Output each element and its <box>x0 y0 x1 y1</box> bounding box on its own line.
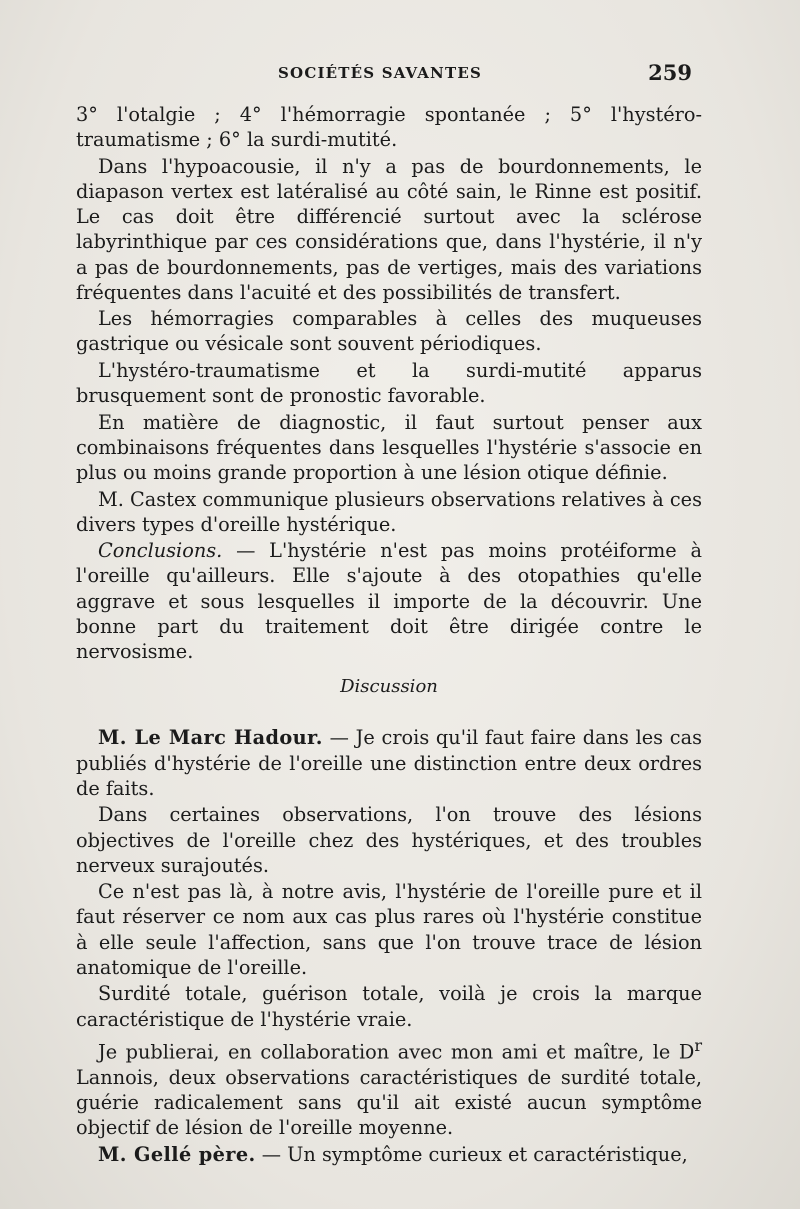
superscript: r <box>694 1036 702 1056</box>
page-number: 259 <box>648 60 692 85</box>
paragraph <box>76 1142 702 1167</box>
paragraph: Les hémorragies comparables à celles des muqueuses gastrique ou vésicale sont souvent périodiques. <box>76 307 702 356</box>
paragraph: M. Castex communique plusieurs observations relatives à ces divers types d'oreille hystérique. <box>76 487 702 536</box>
discussion-heading: Discussion <box>340 676 438 698</box>
paragraph <box>76 538 702 664</box>
paragraph: L'hystéro-traumatisme et la surdi-mutité apparus brusquement sont de pronostic favorable. <box>76 358 702 408</box>
conclusions-text: — L'hystérie n'est pas moins protéiforme à l'oreille qu'ailleurs. Elle s'ajoute à des otopathies qu'elle aggrave et sous lesquelles il importe de la découvrir. Une bonne part du traitement doit être dirigée contre le nervosisme. <box>76 539 702 664</box>
paragraph: 3° l'otalgie ; 4° l'hémorragie spontanée ; 5° l'hystéro-traumatisme ; 6° la surdi-mutité. <box>76 103 702 152</box>
paragraph-part: Lannois, deux observations caractéristiques de surdité totale, guérie radicalement sans qu'il ait existé aucun symptôme objectif de lésion de l'oreille moyenne. <box>76 1065 702 1140</box>
paragraph: Ce n'est pas là, à notre avis, l'hystérie de l'oreille pure et il faut réserver ce nom aux cas plus rares où l'hystérie constitue à elle seule l'affection, sans que l'on trouve trace de lésion anatomique de l'oreille. <box>76 880 702 979</box>
paragraph: Dans l'hypoacousie, il n'y a pas de bourdonnements, le diapason vertex est latéralisé au côté sain, le Rinne est positif. Le cas doit être différencié surtout avec la sclérose labyrinthique par ces considérations que, dans l'hystérie, il n'y a pas de bourdonnements, pas de vertiges, mais des variations fréquentes dans l'acuité et des possibilités de transfert. <box>76 154 702 304</box>
page-header <box>0 60 800 88</box>
speaker-name: M. Le Marc Hadour. <box>98 726 323 750</box>
paragraph <box>76 725 702 801</box>
body-text <box>76 102 702 1168</box>
paragraph: Surdité totale, guérison totale, voilà je crois la marque caractéristique de l'hystérie vraie. <box>76 982 702 1031</box>
speaker-text: — Un symptôme curieux et caractéristique, <box>255 1142 688 1166</box>
conclusions-label: Conclusions. <box>98 539 223 563</box>
running-title: SOCIÉTÉS SAVANTES <box>278 64 482 82</box>
paragraph <box>76 1033 702 1140</box>
paragraph-part: Je publierai, en collaboration avec mon ami et maître, le D <box>98 1040 695 1064</box>
speaker-name: M. Gellé père. <box>98 1142 256 1166</box>
speaker-text: — Je crois qu'il faut faire dans les cas publiés d'hystérie de l'oreille une distinction entre deux ordres de faits. <box>76 726 702 800</box>
paragraph: En matière de diagnostic, il faut surtout penser aux combinaisons fréquentes dans lesquelles l'hystérie s'associe en plus ou moins grande proportion à une lésion otique définie. <box>76 410 702 485</box>
paragraph: Dans certaines observations, l'on trouve des lésions objectives de l'oreille chez des hystériques, et des troubles nerveux surajoutés. <box>76 803 702 877</box>
